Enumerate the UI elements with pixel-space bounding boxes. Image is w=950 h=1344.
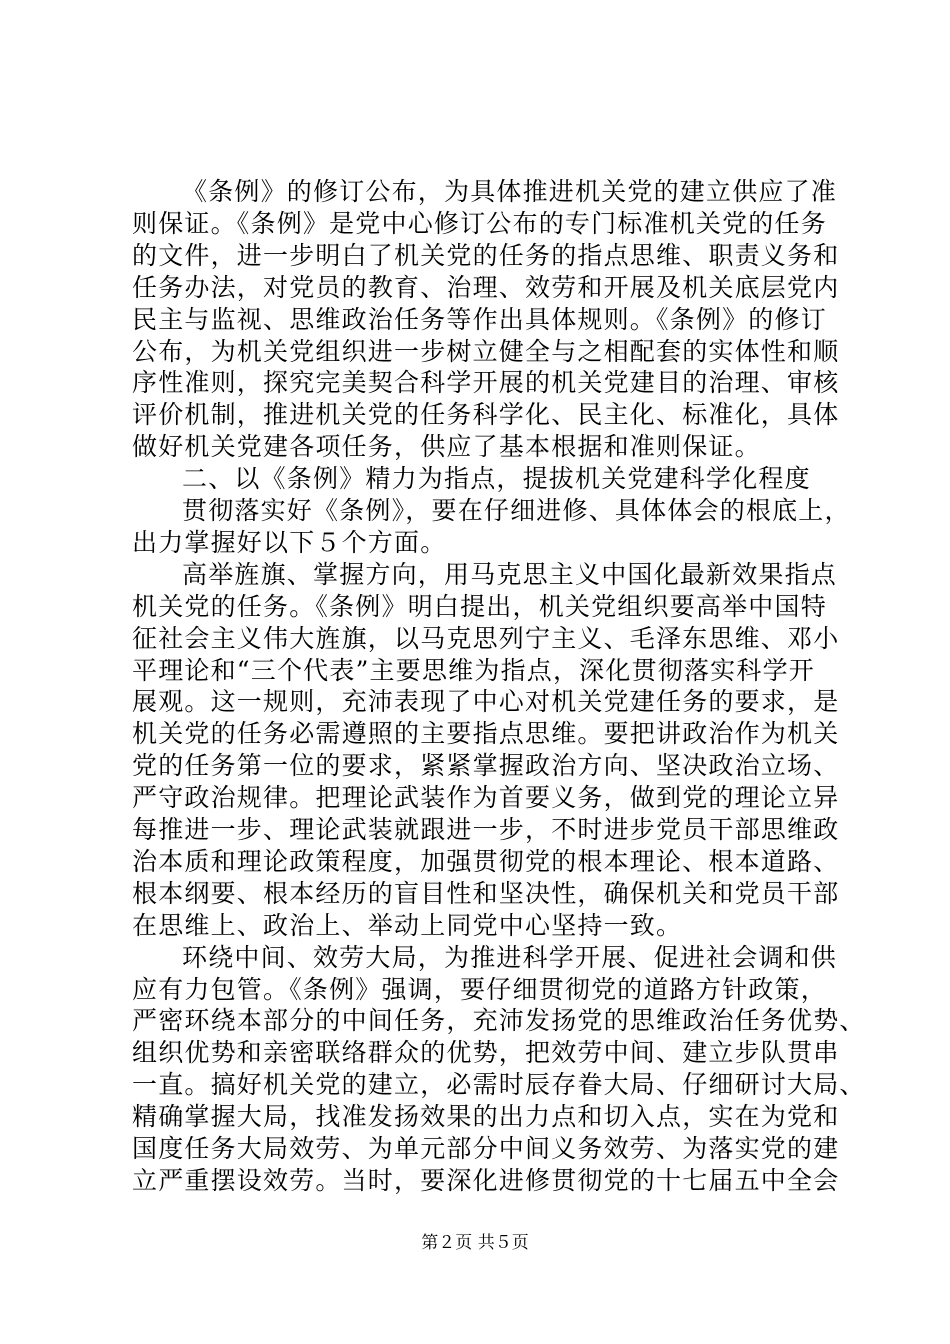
text-line: 严守政治规律。把理论武装作为首要义务，做到党的理论立异 [132,783,840,812]
text-line: 每推进一步、理论武装就跟进一步，不时进步党员干部思维政 [132,815,840,844]
text-line: 公布，为机关党组织进一步树立健全与之相配套的实体性和顺 [132,337,840,366]
text-line: 任务办法，对党员的教育、治理、效劳和开展及机关底层党内 [132,273,840,302]
text-line: 展观。这一规则，充沛表现了中心对机关党建任务的要求，是 [132,687,840,716]
text-line: 组织优势和亲密联络群众的优势，把效劳中间、建立步队贯串 [132,1038,840,1067]
text-line: 则保证。《条例》是党中心修订公布的专门标准机关党的任务 [132,209,827,238]
text-line: 立严重摆设效劳。当时，要深化进修贯彻党的十七届五中全会 [132,1166,840,1195]
text-line: 严密环绕本部分的中间任务，充沛发扬党的思维政治任务优势、 [132,1006,866,1035]
text-line: 的文件，进一步明白了机关党的任务的指点思维、职责义务和 [132,241,840,270]
text-line: 环绕中间、效劳大局，为推进科学开展、促进社会调和供 [182,943,838,972]
text-line: 平理论和“三个代表”主要思维为指点，深化贯彻落实科学开 [132,656,815,685]
text-line: 机关党的任务必需遵照的主要指点思维。要把讲政治作为机关 [132,719,840,748]
text-line: 治本质和理论政策程度，加强贯彻党的根本理论、根本道路、 [132,847,840,876]
text-line: 党的任务第一位的要求，紧紧掌握政治方向、坚决政治立场、 [132,751,840,780]
text-line: 贯彻落实好《条例》，要在仔细进修、具体体会的根底上， [182,496,851,525]
section-heading: 二、以《条例》精力为指点，提拔机关党建科学化程度 [182,464,811,493]
text-line: 征社会主义伟大旌旗，以马克思列宁主义、毛泽东思维、邓小 [132,624,840,653]
text-line: 在思维上、政治上、举动上同党中心坚持一致。 [132,911,683,940]
text-line: 《条例》的修订公布，为具体推进机关党的建立供应了准 [182,177,838,206]
text-line: 国度任务大局效劳、为单元部分中间义务效劳、为落实党的建 [132,1134,840,1163]
text-line: 根本纲要、根本经历的盲目性和坚决性，确保机关和党员干部 [132,879,840,908]
text-line: 高举旌旗、掌握方向，用马克思主义中国化最新效果指点 [182,560,838,589]
text-line: 出力掌握好以下５个方面。 [132,528,447,557]
page-number-footer: 第２页 共５页 [421,1233,529,1253]
text-line: 民主与监视、思维政治任务等作出具体规则。《条例》的修订 [132,305,827,334]
text-line: 做好机关党建各项任务，供应了基本根据和准则保证。 [132,432,761,461]
text-line: 机关党的任务。《条例》明白提出，机关党组织要高举中国特 [132,592,827,621]
text-line: 应有力包管。《条例》强调，要仔细贯彻党的道路方针政策， [132,975,827,1004]
text-line: 评价机制，推进机关党的任务科学化、民主化、标准化，具体 [132,400,840,429]
text-line: 序性准则，探究完美契合科学开展的机关党建目的治理、审核 [132,368,840,397]
text-line: 一直。搞好机关党的建立，必需时辰存眷大局、仔细研讨大局、 [132,1070,866,1099]
text-line: 精确掌握大局，找准发扬效果的出力点和切入点，实在为党和 [132,1102,840,1131]
